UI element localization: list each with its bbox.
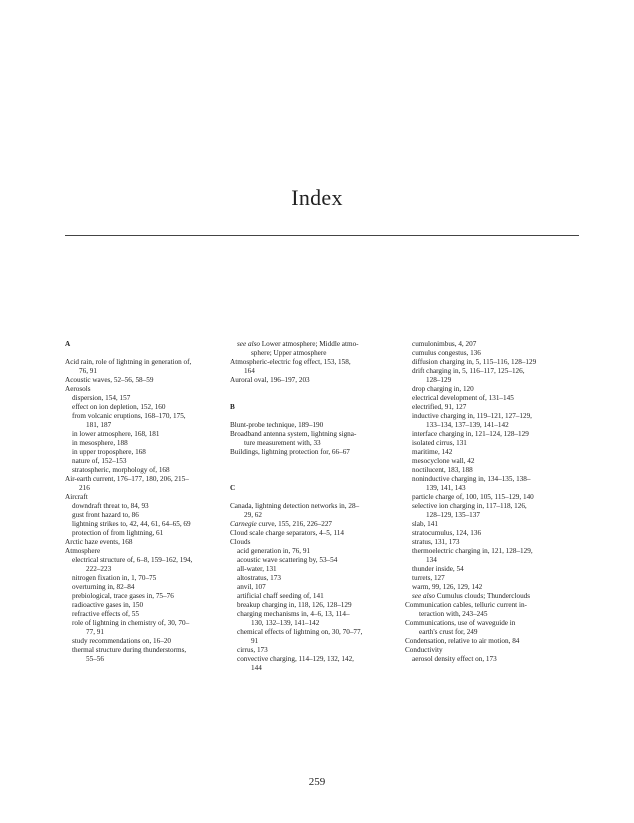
index-entry: charging mechanisms in, 4–6, 13, 114– [237,610,350,618]
index-entry: electrical development of, 131–145 [412,394,514,402]
index-entry: protection of from lightning, 61 [72,529,164,537]
index-entry: 134 [426,556,437,564]
index-entry: 29, 62 [244,511,262,519]
index-entry: anvil, 107 [237,583,266,591]
index-column-2 [230,340,372,673]
index-entry: acid generation in, 76, 91 [237,547,311,555]
index-entry: teraction with, 243–245 [419,610,488,618]
index-entry: aerosol density effect on, 173 [412,655,497,663]
index-entry: study recommendations on, 16–20 [72,637,172,645]
index-entry: 216 [79,484,90,492]
index-entry: thermal structure during thunderstorms, [72,646,187,654]
index-entry: convective charging, 114–129, 132, 142, [237,655,354,663]
index-entry: cumulonimbus, 4, 207 [412,340,477,348]
index-entry: 164 [244,367,255,375]
index-entry: Cloud scale charge separators, 4–5, 114 [230,529,344,537]
index-entry: 128–129, 135–137 [426,511,480,519]
index-entry: dispersion, 154, 157 [72,394,131,402]
spacer [230,457,372,466]
index-entry: nitrogen fixation in, 1, 70–75 [72,574,157,582]
index-entry: breakup charging in, 118, 126, 128–129 [237,601,352,609]
page-number: 259 [308,776,326,788]
index-entry: Auroral oval, 196–197, 203 [230,376,310,384]
index-entry: acoustic wave scattering by, 53–54 [237,556,338,564]
index-entry: stratospheric, morphology of, 168 [72,466,170,474]
index-entry: isolated cirrus, 131 [412,439,467,447]
index-entry: effect on ion depletion, 152, 160 [72,403,166,411]
index-entry: refractive effects of, 55 [72,610,139,618]
index-entry: thermoelectric charging in, 121, 128–129, [412,547,533,555]
index-entry: interface charging in, 121–124, 128–129 [412,430,529,438]
index-entry: drift charging in, 5, 116–117, 125–126, [412,367,525,375]
index-entry: 55–56 [86,655,104,663]
spacer [230,466,372,475]
index-entry: warm, 99, 126, 129, 142 [412,583,483,591]
index-entry: nature of, 152–153 [72,457,127,465]
index-entry: 144 [251,664,262,672]
index-letter-heading: C [230,484,236,492]
index-entry: gust front hazard to, 86 [72,511,139,519]
index-entry: Atmosphere [65,547,101,555]
index-entry: ture measurement with, 33 [244,439,321,447]
index-entry: Communication cables, telluric current in- [405,601,527,609]
index-entry: all-water, 131 [237,565,277,573]
spacer [230,385,372,394]
index-entry: Acoustic waves, 52–56, 58–59 [65,376,154,384]
index-entry: Arctic haze events, 168 [65,538,133,546]
index-entry: cumulus congestus, 136 [412,349,481,357]
index-entry: cirrus, 173 [237,646,268,654]
index-entry: overturning in, 82–84 [72,583,135,591]
index-entry: electrical structure of, 6–8, 159–162, 194, [72,556,193,564]
index-entry: Aerosols [65,385,91,393]
index-entry: Canada, lightning detection networks in, 28– [230,502,360,510]
index-entry: Blunt-probe technique, 189–190 [230,421,324,429]
index-entry: noctilucent, 183, 188 [412,466,473,474]
index-entry: prebiological, trace gases in, 75–76 [72,592,174,600]
index-entry: 139, 141, 143 [426,484,466,492]
index-entry: turrets, 127 [412,574,445,582]
index-entry: in mesosphere, 188 [72,439,128,447]
index-entry: Carnegie curve, 155, 216, 226–227 [230,520,333,528]
index-entry: see also Cumulus clouds; Thunderclouds [412,592,531,600]
index-letter-heading: A [65,340,71,348]
index-entry: electrified, 91, 127 [412,403,467,411]
index-entry: Clouds [230,538,251,546]
spacer [230,493,372,502]
index-entry: selective ion charging in, 117–118, 126, [412,502,527,510]
index-entry: drop charging in, 120 [412,385,474,393]
index-entry: 128–129 [426,376,452,384]
index-entry: Conductivity [405,646,443,654]
index-entry: Broadband antenna system, lightning signa- [230,430,357,438]
index-entry: lightning strikes to, 42, 44, 61, 64–65, 69 [72,520,191,528]
index-entry: slab, 141 [412,520,438,528]
index-entry: earth's crust for, 249 [419,628,478,636]
index-entry: 130, 132–139, 141–142 [251,619,320,627]
index-entry: from volcanic eruptions, 168–170, 175, [72,412,186,420]
title-rule [65,235,579,236]
index-column-1 [65,340,210,664]
index-entry: 222–223 [86,565,112,573]
index-entry: radioactive gases in, 150 [72,601,144,609]
index-entry: 76, 91 [79,367,97,375]
spacer [65,349,210,358]
index-entry: role of lightning in chemistry of, 30, 70– [72,619,190,627]
index-entry: stratocumulus, 124, 136 [412,529,482,537]
index-entry: stratus, 131, 173 [412,538,460,546]
index-entry: see also Lower atmosphere; Middle atmo- [237,340,359,348]
page-title: Index [291,185,343,210]
index-letter-heading: B [230,403,235,411]
index-entry: maritime, 142 [412,448,453,456]
index-entry: 91 [251,637,259,645]
index-entry: Aircraft [65,493,88,501]
index-entry: mesocyclone wall, 42 [412,457,475,465]
index-entry: altostratus, 173 [237,574,281,582]
index-entry: Air-earth current, 176–177, 180, 206, 215– [65,475,189,483]
index-entry: 133–134, 137–139, 141–142 [426,421,509,429]
spacer [230,475,372,484]
index-entry: downdraft threat to, 84, 93 [72,502,149,510]
index-entry: diffusion charging in, 5, 115–116, 128–129 [412,358,537,366]
index-entry: 181, 187 [86,421,112,429]
index-entry: inductive charging in, 119–121, 127–129, [412,412,532,420]
index-entry: Buildings, lightning protection for, 66–67 [230,448,350,456]
index-entry: Acid rain, role of lightning in generation of, [65,358,192,366]
index-column-3 [405,340,577,664]
spacer [230,412,372,421]
index-entry: Atmospheric-electric fog effect, 153, 158, [230,358,351,366]
index-entry: particle charge of, 100, 105, 115–129, 140 [412,493,534,501]
index-entry: in lower atmosphere, 168, 181 [72,430,160,438]
index-entry: 77, 91 [86,628,104,636]
index-entry: thunder inside, 54 [412,565,464,573]
spacer [230,394,372,403]
index-entry: Condensation, relative to air motion, 84 [405,637,520,645]
index-entry: in upper troposphere, 168 [72,448,146,456]
index-entry: Communications, use of waveguide in [405,619,516,627]
index-entry: noninductive charging in, 134–135, 138– [412,475,531,483]
index-entry: sphere; Upper atmosphere [251,349,327,357]
index-entry: artificial chaff seeding of, 141 [237,592,324,600]
index-entry: chemical effects of lightning on, 30, 70–77, [237,628,363,636]
